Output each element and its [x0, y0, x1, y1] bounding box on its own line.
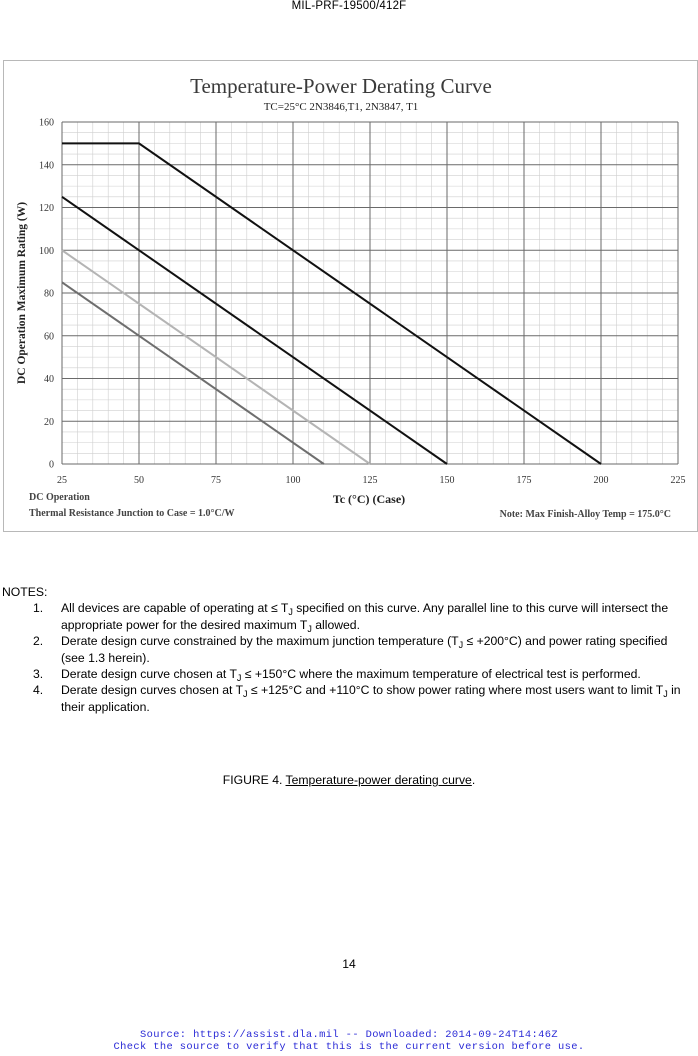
- figure-caption: [0, 773, 698, 787]
- note-text: Derate design curve constrained by the maximum junction temperature (T: [61, 634, 459, 649]
- y-tick-label: 60: [44, 331, 54, 343]
- notes-title: NOTES:: [2, 585, 48, 599]
- y-tick-label: 20: [44, 416, 54, 428]
- page-number: 14: [342, 957, 356, 971]
- source-line: Source: https://assist.dla.mil -- Downloaded: 2014-09-24T14:46Z: [139, 1029, 559, 1041]
- x-tick-label: 50: [134, 475, 144, 486]
- x-tick-label: 225: [670, 475, 686, 486]
- note-text: in their application.: [61, 683, 681, 714]
- note-item: [0, 666, 698, 682]
- x-axis-label: Tc (°C) (Case): [332, 492, 406, 506]
- derating-chart: [4, 61, 697, 531]
- y-tick-label: 160: [39, 117, 54, 129]
- dc-operation-note: DC Operation: [29, 492, 90, 503]
- note-text: All devices are capable of operating at ≤ T: [61, 601, 289, 616]
- figure-title: Temperature-power derating curve: [285, 773, 472, 787]
- x-tick-label: 125: [362, 475, 378, 486]
- note-text: ≤ +125°C and +110°C to show power rating where most users want to limit T: [247, 683, 664, 698]
- max-finish-note: Note: Max Finish-Alloy Temp = 175.0°C: [499, 509, 671, 520]
- y-tick-label: 140: [39, 160, 54, 172]
- note-text: ≤ +200°C) and power rating specified (see 1.3 herein).: [61, 634, 668, 665]
- chart-title: Temperature-Power Derating Curve: [190, 74, 492, 98]
- figure-label: FIGURE 4.: [222, 773, 286, 787]
- chart-subtitle: TC=25°C 2N3846,T1, 2N3847, T1: [263, 101, 419, 113]
- x-tick-label: 175: [516, 475, 532, 486]
- note-text: Derate design curves chosen at T: [61, 683, 244, 698]
- note-item: [0, 633, 698, 666]
- note-subscript: J: [236, 673, 242, 684]
- y-axis-label: DC Operation Maximum Rating (W): [16, 201, 28, 385]
- note-subscript: J: [288, 607, 293, 618]
- x-tick-label: 100: [285, 475, 301, 486]
- note-number: 2.: [33, 634, 44, 649]
- derating-series-line: [62, 282, 324, 464]
- note-number: 4.: [33, 683, 44, 698]
- note-text: Derate design curve chosen at T: [61, 667, 237, 682]
- note-number: 3.: [33, 667, 44, 682]
- derating-chart-figure: [3, 60, 698, 532]
- notes-section: [0, 584, 698, 715]
- note-item: [0, 682, 698, 715]
- x-tick-label: 150: [439, 475, 455, 486]
- note-subscript: J: [243, 689, 248, 700]
- note-subscript: J: [663, 689, 668, 700]
- y-tick-label: 100: [39, 245, 54, 257]
- source-footer: [0, 1029, 698, 1053]
- x-tick-label: 200: [593, 475, 609, 486]
- x-tick-label: 75: [211, 475, 221, 486]
- y-tick-label: 0: [49, 459, 54, 471]
- y-tick-label: 80: [44, 288, 54, 300]
- y-tick-label: 40: [44, 374, 54, 385]
- note-subscript: J: [307, 623, 312, 634]
- note-subscript: J: [458, 640, 464, 651]
- derating-series-line: [62, 197, 447, 464]
- thermal-resistance-note: Thermal Resistance Junction to Case = 1.0°C/W: [29, 508, 235, 519]
- document-header: MIL-PRF-19500/412F: [291, 0, 407, 12]
- x-tick-label: 25: [57, 475, 67, 486]
- note-number: 1.: [33, 601, 44, 616]
- note-item: [0, 600, 698, 633]
- verify-line: Check the source to verify that this is the current version before use.: [113, 1041, 585, 1053]
- note-text: allowed.: [311, 617, 360, 632]
- y-tick-label: 120: [39, 203, 54, 214]
- figure-caption-end: .: [471, 773, 476, 787]
- note-text: ≤ +150°C where the maximum temperature of electrical test is performed.: [241, 667, 641, 682]
- note-text: specified on this curve. Any parallel line to this curve will intersect the appropriate power for the desired maximum T: [61, 601, 669, 632]
